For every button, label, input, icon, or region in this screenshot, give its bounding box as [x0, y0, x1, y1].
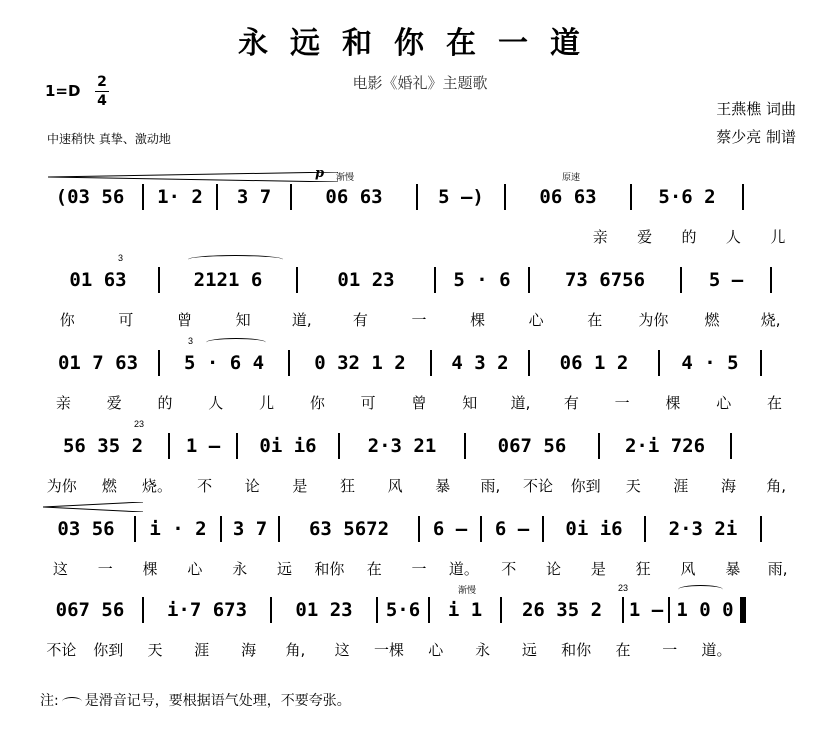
lyric: 论 [546, 560, 562, 578]
lyric: 烧, [760, 311, 781, 329]
barline [770, 267, 772, 293]
measure: 067 56 [497, 435, 567, 457]
measure: 5·6 [385, 599, 421, 621]
measure: 1 — [628, 599, 664, 621]
lyric: 燃 [101, 477, 117, 495]
dynamic-p: p [315, 166, 325, 181]
lyrics-row [578, 226, 800, 247]
lyric: 你 [309, 394, 325, 412]
marker-grace: 23 [134, 419, 145, 429]
lyric: 不 [197, 477, 213, 495]
time-signature [95, 74, 109, 109]
meter-bottom: 4 [97, 93, 107, 109]
lyric: 在 [767, 394, 783, 412]
lyric: 的 [681, 228, 697, 246]
meter-line [95, 91, 109, 92]
measure: 2·3 21 [367, 435, 437, 457]
measure: 0i i6 [259, 435, 317, 457]
meter-top: 2 [97, 74, 107, 90]
footnote [40, 690, 351, 710]
footnote-text: 是滑音记号，要根据语气处理，不要夸张。 [84, 693, 351, 709]
measure: 63 5672 [308, 518, 390, 540]
measure: 5·6 2 [658, 186, 716, 208]
measure: 1 — [185, 435, 221, 457]
marker-grace: 3 [118, 253, 124, 263]
lyric: 为你 [638, 311, 669, 329]
lyric: 曾 [411, 394, 427, 412]
lyric: 永 [475, 641, 491, 659]
notes-row [38, 265, 800, 295]
lyric: 的 [157, 394, 173, 412]
lyric: 在 [615, 641, 631, 659]
lyric: 儿 [770, 228, 786, 246]
measure: 6 — [432, 518, 468, 540]
slur [206, 338, 266, 347]
lyric: 棵 [470, 311, 486, 329]
lyric: 燃 [704, 311, 720, 329]
staff-1 [38, 166, 800, 262]
lyric: 一 [411, 560, 427, 578]
lyric: 知 [462, 394, 478, 412]
notes-row [38, 595, 800, 625]
lyric: 棵 [142, 560, 158, 578]
measure: 2·i 726 [624, 435, 706, 457]
lyric: 曾 [177, 311, 193, 329]
measure: 4 · 5 [681, 352, 739, 374]
slur [678, 585, 723, 594]
measure: 01 23 [295, 599, 353, 621]
measure: 01 7 63 [57, 352, 139, 374]
lyric: 和你 [561, 641, 592, 659]
lyric: 可 [118, 311, 134, 329]
lyric: 亲 [55, 394, 71, 412]
footnote-prefix: 注: [40, 693, 59, 709]
lyric: 角, [766, 477, 787, 495]
measure: 4 3 2 [451, 352, 509, 374]
barline [760, 516, 762, 542]
lyric: 暴 [725, 560, 741, 578]
measure: i 1 [447, 599, 483, 621]
lyric: 心 [428, 641, 444, 659]
measure: i·7 673 [166, 599, 248, 621]
lyric: 狂 [635, 560, 651, 578]
lyric: 永 [232, 560, 248, 578]
lyric: 远 [277, 560, 293, 578]
lyric: 一 [662, 641, 678, 659]
arranger-credit: 蔡少亮 制谱 [716, 128, 796, 146]
measure: 73 6756 [564, 269, 646, 291]
staff-4 [38, 419, 800, 511]
lyric: 海 [721, 477, 737, 495]
tempo-marking: 中速稍快 真挚、激动地 [47, 132, 171, 146]
lyric: 为你 [46, 477, 77, 495]
marker-rit: 渐慢 [336, 172, 355, 182]
lyric: 爱 [106, 394, 122, 412]
measure: 1 0 0 [676, 599, 734, 621]
notes-row [38, 431, 800, 461]
lyric: 天 [625, 477, 641, 495]
measure: 06 63 [325, 186, 383, 208]
lyric: 雨, [480, 477, 501, 495]
lyric: 有 [563, 394, 579, 412]
measure: 0i i6 [565, 518, 623, 540]
lyric: 这 [334, 641, 350, 659]
notes-row [38, 182, 800, 212]
marker-grace: 3 [188, 336, 194, 346]
lyrics-row [38, 475, 800, 496]
lyric: 海 [241, 641, 257, 659]
lyric: 心 [528, 311, 544, 329]
marker-rit: 渐慢 [458, 585, 477, 595]
lyric: 不 [501, 560, 517, 578]
marker-grace: 23 [618, 583, 629, 593]
lyric: 你到 [93, 641, 124, 659]
measure: 56 35 2 [62, 435, 144, 457]
measure: 5 · 6 [453, 269, 511, 291]
measure: 067 56 [55, 599, 125, 621]
lyric: 不论 [523, 477, 554, 495]
lyric: 在 [587, 311, 603, 329]
measure: 5 · 6 4 [183, 352, 265, 374]
staff-5 [38, 514, 800, 594]
measure: 26 35 2 [521, 599, 603, 621]
notes-row [38, 348, 800, 378]
lyric: 道, [510, 394, 531, 412]
marker-a-tempo: 原速 [562, 172, 581, 182]
lyric: 是 [292, 477, 308, 495]
measure: 3 7 [236, 186, 272, 208]
lyric: 心 [187, 560, 203, 578]
song-subtitle: 电影《婚礼》主题歌 [352, 74, 488, 92]
measure: 2·3 2i [668, 518, 738, 540]
measure: 6 — [494, 518, 530, 540]
glissando-symbol-icon [62, 697, 82, 706]
barline [730, 433, 732, 459]
lyric: 道, [291, 311, 312, 329]
crescendo-wedge [48, 172, 338, 182]
final-barline [740, 597, 746, 623]
lyric: 在 [366, 560, 382, 578]
lyrics-row [38, 392, 800, 413]
lyric: 道。 [448, 560, 479, 578]
lyric: 有 [352, 311, 368, 329]
lyric: 风 [387, 477, 403, 495]
lyrics-row [38, 558, 800, 579]
lyric: 暴 [435, 477, 451, 495]
staff-3 [38, 336, 800, 428]
crescendo-wedge [43, 502, 143, 512]
lyric: 涯 [194, 641, 210, 659]
measure: 01 63 [69, 269, 127, 291]
lyric: 这 [52, 560, 68, 578]
key-signature: 1=D [45, 82, 81, 100]
lyric: 你到 [570, 477, 601, 495]
barline [760, 350, 762, 376]
measure: i · 2 [149, 518, 207, 540]
lyric: 论 [244, 477, 260, 495]
measure: 06 63 [539, 186, 597, 208]
lyric: 人 [208, 394, 224, 412]
lyric: 雨, [767, 560, 788, 578]
lyric: 角, [285, 641, 306, 659]
lyric: 一 [411, 311, 427, 329]
lyric: 儿 [259, 394, 275, 412]
lyrics-row [38, 309, 800, 330]
lyric: 道。 [701, 641, 732, 659]
lyric: 和你 [314, 560, 345, 578]
measure: 01 23 [337, 269, 395, 291]
measure: 03 56 [57, 518, 115, 540]
lyric: 爱 [637, 228, 653, 246]
lyric: 人 [725, 228, 741, 246]
lyric: 烧。 [142, 477, 173, 495]
measure: 5 — [708, 269, 744, 291]
lyric: 知 [235, 311, 251, 329]
lyric: 不论 [46, 641, 77, 659]
lyric: 是 [590, 560, 606, 578]
notes-row [38, 514, 800, 544]
lyrics-row [38, 639, 740, 660]
lyric: 亲 [592, 228, 608, 246]
measure: 3 7 [232, 518, 268, 540]
lyric: 狂 [340, 477, 356, 495]
slur [188, 255, 283, 264]
lyric: 心 [716, 394, 732, 412]
staff-2 [38, 253, 800, 345]
staff-6 [38, 583, 800, 675]
barline [742, 184, 744, 210]
lyric: 涯 [673, 477, 689, 495]
measure: 1· 2 [157, 186, 203, 208]
lyric: 棵 [665, 394, 681, 412]
lyric: 天 [147, 641, 163, 659]
lyricist-composer-credit: 王燕樵 词曲 [716, 100, 796, 118]
lyric: 一 [614, 394, 630, 412]
measure: (03 56 [55, 186, 125, 208]
lyric: 远 [521, 641, 537, 659]
lyric: 一 [97, 560, 113, 578]
measure: 06 1 2 [559, 352, 629, 374]
measure: 0 32 1 2 [314, 352, 406, 374]
song-title: 永远和你在一道 [238, 26, 602, 61]
measure: 5 —) [438, 186, 484, 208]
lyric: 风 [680, 560, 696, 578]
lyric: 可 [360, 394, 376, 412]
lyric: 你 [59, 311, 75, 329]
lyric: 一棵 [373, 641, 404, 659]
measure: 2121 6 [193, 269, 263, 291]
